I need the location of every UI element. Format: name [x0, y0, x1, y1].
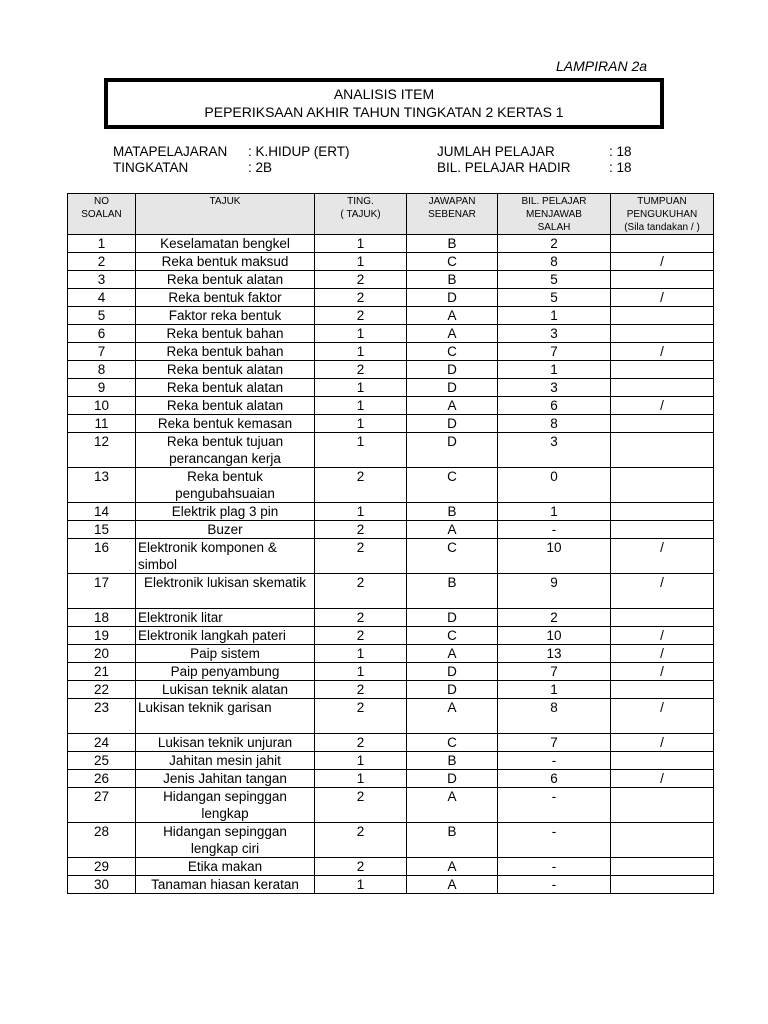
wrong-count-cell: 2 — [498, 235, 611, 253]
table-row — [68, 645, 714, 663]
table-row — [68, 663, 714, 681]
focus-mark-cell: / — [611, 627, 714, 645]
table-row — [68, 521, 714, 539]
table-row — [68, 235, 714, 253]
focus-mark-cell — [611, 521, 714, 539]
table-row — [68, 379, 714, 397]
question-no-cell: 26 — [68, 770, 136, 788]
wrong-count-cell: 10 — [498, 539, 611, 574]
focus-mark-cell: / — [611, 770, 714, 788]
question-no-cell: 4 — [68, 289, 136, 307]
level-cell: 1 — [315, 770, 407, 788]
focus-mark-cell: / — [611, 663, 714, 681]
wrong-count-cell: 2 — [498, 609, 611, 627]
table-row — [68, 503, 714, 521]
wrong-count-cell: 5 — [498, 271, 611, 289]
topic-cell: Tanaman hiasan keratan — [136, 876, 315, 894]
header-level: TING. ( TAJUK) — [315, 194, 407, 235]
answer-cell: D — [407, 379, 498, 397]
wrong-count-cell: 9 — [498, 574, 611, 609]
answer-cell: A — [407, 858, 498, 876]
wrong-count-cell: - — [498, 876, 611, 894]
question-no-cell: 14 — [68, 503, 136, 521]
present-label: BIL. PELAJAR HADIR — [437, 160, 571, 175]
table-row — [68, 699, 714, 734]
topic-cell: Reka bentuk bahan — [136, 325, 315, 343]
document-title-box — [104, 78, 664, 129]
level-cell: 2 — [315, 574, 407, 609]
topic-cell: Keselamatan bengkel — [136, 235, 315, 253]
question-no-cell: 1 — [68, 235, 136, 253]
question-no-cell: 13 — [68, 468, 136, 503]
answer-cell: A — [407, 397, 498, 415]
topic-cell: Hidangan sepinggan lengkap — [136, 788, 315, 823]
answer-cell: B — [407, 574, 498, 609]
focus-mark-cell: / — [611, 645, 714, 663]
topic-cell: Elektronik langkah pateri — [136, 627, 315, 645]
wrong-count-cell: - — [498, 823, 611, 858]
question-no-cell: 11 — [68, 415, 136, 433]
topic-cell: Buzer — [136, 521, 315, 539]
topic-cell: Elektronik komponen & simbol — [136, 539, 315, 574]
level-cell: 2 — [315, 823, 407, 858]
level-cell: 1 — [315, 876, 407, 894]
wrong-count-cell: 7 — [498, 663, 611, 681]
appendix-label: LAMPIRAN 2a — [556, 58, 648, 74]
level-value: : 2B — [248, 160, 273, 175]
question-no-cell: 8 — [68, 361, 136, 379]
focus-mark-cell — [611, 503, 714, 521]
wrong-count-cell: 5 — [498, 289, 611, 307]
focus-mark-cell — [611, 433, 714, 468]
item-analysis-table — [67, 193, 714, 894]
level-cell: 1 — [315, 379, 407, 397]
table-row — [68, 271, 714, 289]
question-no-cell: 21 — [68, 663, 136, 681]
topic-cell: Reka bentuk bahan — [136, 343, 315, 361]
level-cell: 1 — [315, 645, 407, 663]
header-wrong-count: BIL. PELAJAR MENJAWAB SALAH — [498, 194, 611, 235]
table-row — [68, 681, 714, 699]
subject-value: : K.HIDUP (ERT) — [248, 144, 350, 159]
question-no-cell: 30 — [68, 876, 136, 894]
question-no-cell: 20 — [68, 645, 136, 663]
focus-mark-cell: / — [611, 343, 714, 361]
question-no-cell: 28 — [68, 823, 136, 858]
level-cell: 2 — [315, 361, 407, 379]
table-row — [68, 539, 714, 574]
wrong-count-cell: 1 — [498, 503, 611, 521]
answer-cell: A — [407, 788, 498, 823]
level-cell: 2 — [315, 289, 407, 307]
answer-cell: D — [407, 433, 498, 468]
answer-cell: A — [407, 307, 498, 325]
question-no-cell: 6 — [68, 325, 136, 343]
focus-mark-cell — [611, 681, 714, 699]
answer-cell: B — [407, 823, 498, 858]
table-row — [68, 574, 714, 609]
wrong-count-cell: 6 — [498, 770, 611, 788]
focus-mark-cell — [611, 271, 714, 289]
header-reinforcement-focus: TUMPUAN PENGUKUHAN (Sila tandakan / ) — [611, 194, 714, 235]
topic-cell: Reka bentuk kemasan — [136, 415, 315, 433]
level-cell: 1 — [315, 503, 407, 521]
topic-cell: Lukisan teknik alatan — [136, 681, 315, 699]
table-row — [68, 609, 714, 627]
focus-mark-cell — [611, 858, 714, 876]
wrong-count-cell: 3 — [498, 379, 611, 397]
topic-cell: Hidangan sepinggan lengkap ciri — [136, 823, 315, 858]
level-cell: 1 — [315, 415, 407, 433]
answer-cell: B — [407, 503, 498, 521]
wrong-count-cell: 10 — [498, 627, 611, 645]
focus-mark-cell — [611, 307, 714, 325]
answer-cell: C — [407, 539, 498, 574]
wrong-count-cell: 1 — [498, 307, 611, 325]
answer-cell: D — [407, 361, 498, 379]
wrong-count-cell: - — [498, 858, 611, 876]
table-row — [68, 433, 714, 468]
answer-cell: D — [407, 609, 498, 627]
table-row — [68, 289, 714, 307]
answer-cell: D — [407, 770, 498, 788]
question-no-cell: 18 — [68, 609, 136, 627]
table-row — [68, 307, 714, 325]
topic-cell: Elektronik lukisan skematik — [136, 574, 315, 609]
table-row — [68, 752, 714, 770]
focus-mark-cell — [611, 415, 714, 433]
topic-cell: Paip penyambung — [136, 663, 315, 681]
topic-cell: Reka bentuk alatan — [136, 397, 315, 415]
question-no-cell: 2 — [68, 253, 136, 271]
table-row — [68, 734, 714, 752]
level-cell: 2 — [315, 539, 407, 574]
topic-cell: Reka bentuk alatan — [136, 361, 315, 379]
answer-cell: D — [407, 289, 498, 307]
answer-cell: B — [407, 271, 498, 289]
question-no-cell: 17 — [68, 574, 136, 609]
level-label: TINGKATAN — [113, 160, 189, 175]
focus-mark-cell: / — [611, 574, 714, 609]
answer-cell: C — [407, 627, 498, 645]
topic-cell: Lukisan teknik unjuran — [136, 734, 315, 752]
focus-mark-cell — [611, 823, 714, 858]
question-no-cell: 9 — [68, 379, 136, 397]
table-row — [68, 343, 714, 361]
answer-cell: B — [407, 752, 498, 770]
focus-mark-cell: / — [611, 699, 714, 734]
level-cell: 2 — [315, 734, 407, 752]
wrong-count-cell: - — [498, 521, 611, 539]
question-no-cell: 19 — [68, 627, 136, 645]
level-cell: 1 — [315, 433, 407, 468]
answer-cell: C — [407, 468, 498, 503]
question-no-cell: 12 — [68, 433, 136, 468]
level-cell: 1 — [315, 325, 407, 343]
table-row — [68, 397, 714, 415]
wrong-count-cell: 13 — [498, 645, 611, 663]
focus-mark-cell — [611, 752, 714, 770]
level-cell: 2 — [315, 271, 407, 289]
answer-cell: D — [407, 663, 498, 681]
table-row — [68, 253, 714, 271]
level-cell: 2 — [315, 468, 407, 503]
question-no-cell: 16 — [68, 539, 136, 574]
topic-cell: Jahitan mesin jahit — [136, 752, 315, 770]
answer-cell: C — [407, 253, 498, 271]
question-no-cell: 5 — [68, 307, 136, 325]
question-no-cell: 25 — [68, 752, 136, 770]
table-row — [68, 415, 714, 433]
level-cell: 2 — [315, 858, 407, 876]
wrong-count-cell: 7 — [498, 343, 611, 361]
wrong-count-cell: 8 — [498, 253, 611, 271]
topic-cell: Reka bentuk maksud — [136, 253, 315, 271]
level-cell: 1 — [315, 343, 407, 361]
answer-cell: A — [407, 645, 498, 663]
level-cell: 2 — [315, 627, 407, 645]
focus-mark-cell — [611, 361, 714, 379]
topic-cell: Reka bentuk faktor — [136, 289, 315, 307]
table-row — [68, 876, 714, 894]
wrong-count-cell: 0 — [498, 468, 611, 503]
document-subtitle: PEPERIKSAAN AKHIR TAHUN TINGKATAN 2 KERTAS 1 — [204, 104, 564, 120]
question-no-cell: 22 — [68, 681, 136, 699]
table-row — [68, 361, 714, 379]
answer-cell: C — [407, 734, 498, 752]
level-cell: 2 — [315, 788, 407, 823]
answer-cell: A — [407, 876, 498, 894]
answer-cell: A — [407, 521, 498, 539]
level-cell: 1 — [315, 253, 407, 271]
answer-cell: C — [407, 343, 498, 361]
topic-cell: Reka bentuk alatan — [136, 379, 315, 397]
focus-mark-cell — [611, 788, 714, 823]
question-no-cell: 24 — [68, 734, 136, 752]
question-no-cell: 3 — [68, 271, 136, 289]
subject-label: MATAPELAJARAN — [113, 144, 228, 159]
focus-mark-cell: / — [611, 397, 714, 415]
topic-cell: Reka bentuk alatan — [136, 271, 315, 289]
table-header-row — [68, 194, 714, 235]
header-topic: TAJUK — [136, 194, 315, 235]
question-no-cell: 23 — [68, 699, 136, 734]
answer-cell: D — [407, 681, 498, 699]
question-no-cell: 10 — [68, 397, 136, 415]
wrong-count-cell: - — [498, 752, 611, 770]
topic-cell: Elektrik plag 3 pin — [136, 503, 315, 521]
wrong-count-cell: 1 — [498, 361, 611, 379]
level-cell: 2 — [315, 681, 407, 699]
header-correct-answer: JAWAPAN SEBENAR — [407, 194, 498, 235]
answer-cell: B — [407, 235, 498, 253]
focus-mark-cell — [611, 876, 714, 894]
question-no-cell: 27 — [68, 788, 136, 823]
table-row — [68, 788, 714, 823]
level-cell: 1 — [315, 752, 407, 770]
level-cell: 2 — [315, 307, 407, 325]
focus-mark-cell: / — [611, 734, 714, 752]
focus-mark-cell — [611, 235, 714, 253]
answer-cell: A — [407, 325, 498, 343]
topic-cell: Elektronik litar — [136, 609, 315, 627]
wrong-count-cell: 3 — [498, 325, 611, 343]
table-row — [68, 858, 714, 876]
present-value: : 18 — [609, 160, 632, 175]
question-no-cell: 15 — [68, 521, 136, 539]
question-no-cell: 29 — [68, 858, 136, 876]
topic-cell: Jenis Jahitan tangan — [136, 770, 315, 788]
table-row — [68, 627, 714, 645]
focus-mark-cell: / — [611, 253, 714, 271]
wrong-count-cell: 1 — [498, 681, 611, 699]
answer-cell: D — [407, 415, 498, 433]
focus-mark-cell — [611, 609, 714, 627]
wrong-count-cell: 3 — [498, 433, 611, 468]
wrong-count-cell: - — [498, 788, 611, 823]
level-cell: 2 — [315, 521, 407, 539]
level-cell: 1 — [315, 663, 407, 681]
topic-cell: Reka bentuk tujuan perancangan kerja — [136, 433, 315, 468]
level-cell: 2 — [315, 609, 407, 627]
topic-cell: Lukisan teknik garisan — [136, 699, 315, 734]
wrong-count-cell: 8 — [498, 699, 611, 734]
topic-cell: Reka bentuk pengubahsuaian — [136, 468, 315, 503]
table-row — [68, 823, 714, 858]
header-question-no: NO SOALAN — [68, 194, 136, 235]
wrong-count-cell: 6 — [498, 397, 611, 415]
answer-cell: A — [407, 699, 498, 734]
focus-mark-cell — [611, 325, 714, 343]
level-cell: 2 — [315, 699, 407, 734]
students-label: JUMLAH PELAJAR — [437, 144, 555, 159]
level-cell: 1 — [315, 397, 407, 415]
focus-mark-cell: / — [611, 539, 714, 574]
topic-cell: Etika makan — [136, 858, 315, 876]
focus-mark-cell: / — [611, 289, 714, 307]
wrong-count-cell: 8 — [498, 415, 611, 433]
level-cell: 1 — [315, 235, 407, 253]
focus-mark-cell — [611, 468, 714, 503]
topic-cell: Paip sistem — [136, 645, 315, 663]
table-row — [68, 770, 714, 788]
wrong-count-cell: 7 — [498, 734, 611, 752]
question-no-cell: 7 — [68, 343, 136, 361]
focus-mark-cell — [611, 379, 714, 397]
students-value: : 18 — [609, 144, 632, 159]
document-title: ANALISIS ITEM — [333, 86, 435, 102]
table-row — [68, 325, 714, 343]
topic-cell: Faktor reka bentuk — [136, 307, 315, 325]
table-row — [68, 468, 714, 503]
